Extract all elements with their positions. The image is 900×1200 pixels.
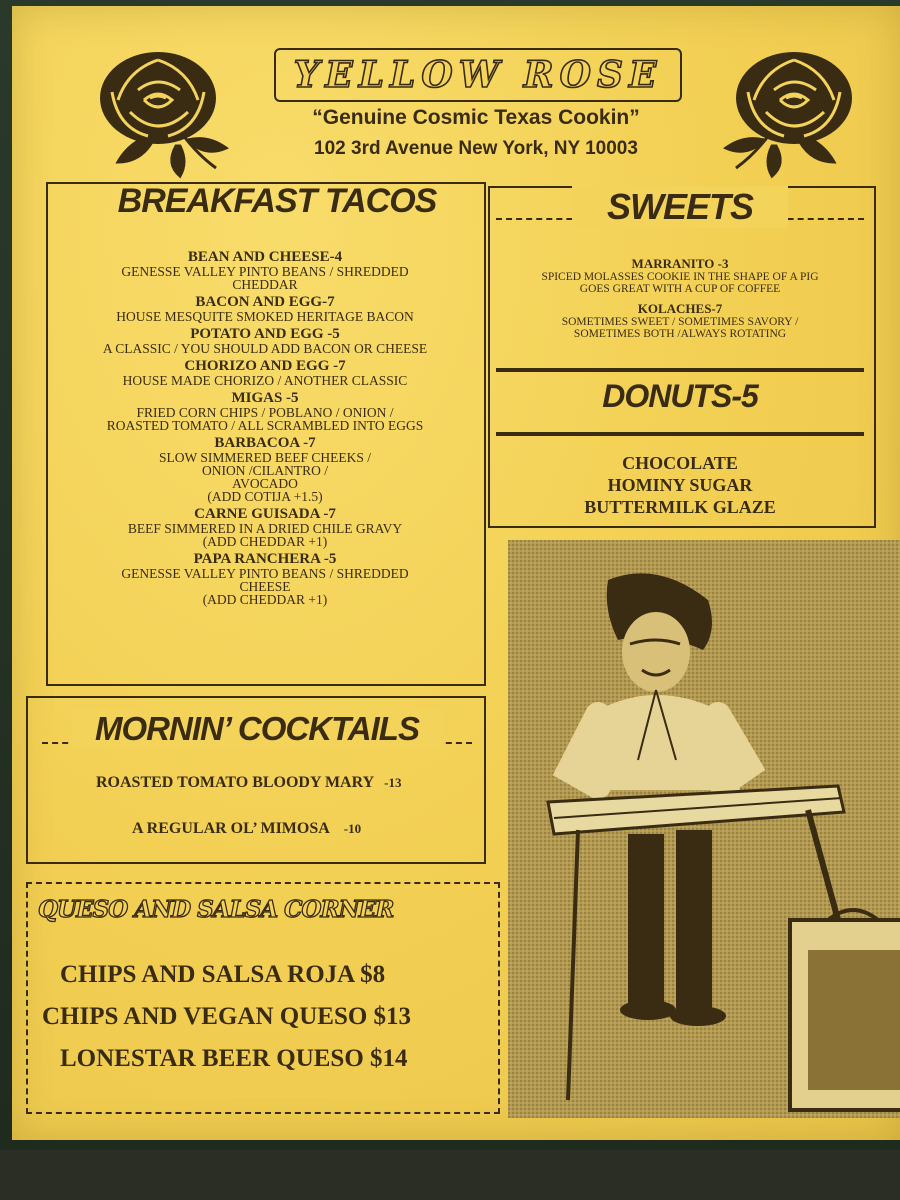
- item-name: BARBACOA -7: [214, 435, 316, 451]
- item-desc: (ADD CHEDDAR +1): [202, 534, 328, 549]
- queso-item: CHIPS AND VEGAN QUESO $13: [42, 1003, 412, 1030]
- menu-item: [60, 552, 470, 606]
- item-desc: SPICED MOLASSES COOKIE IN THE SHAPE OF A PIG: [541, 271, 819, 283]
- table-edge: [0, 1150, 900, 1200]
- item-name: BACON AND EGG-7: [195, 294, 335, 310]
- item-desc: (ADD CHEDDAR +1): [202, 592, 328, 607]
- tagline: “Genuine Cosmic Texas Cookin”: [312, 106, 640, 129]
- queso-list: [42, 962, 494, 1071]
- sweets-list: [496, 256, 864, 340]
- cocktails-title: MORNIN’ COCKTAILS: [72, 710, 442, 748]
- item-name: CHORIZO AND EGG -7: [184, 358, 346, 374]
- item-name: ROASTED TOMATO BLOODY MARY: [96, 774, 375, 791]
- rose-icon: [714, 40, 864, 180]
- divider: [496, 368, 864, 372]
- item-desc: CHEDDAR: [232, 277, 298, 292]
- sweets-title: SWEETS: [572, 186, 788, 228]
- item-desc: GENESSE VALLEY PINTO BEANS / SHREDDED: [121, 264, 409, 279]
- donuts-title: DONUTS-5: [602, 378, 758, 414]
- vintage-photo: [508, 540, 900, 1118]
- item-price: -13: [384, 775, 402, 790]
- item-desc: HOUSE MADE CHORIZO / ANOTHER CLASSIC: [122, 373, 408, 388]
- address: 102 3rd Avenue New York, NY 10003: [314, 138, 638, 159]
- breakfast-tacos-title: BREAKFAST TACOS: [117, 182, 437, 220]
- item-desc: SLOW SIMMERED BEEF CHEEKS /: [158, 450, 372, 465]
- item-desc: ONION /CILANTRO /: [202, 463, 328, 478]
- item-name: MIGAS -5: [231, 390, 299, 406]
- cocktail-item: [132, 820, 472, 838]
- item-name: BEAN AND CHEESE-4: [187, 249, 343, 265]
- item-name: MARRANITO -3: [631, 256, 729, 271]
- menu-item: [60, 295, 470, 323]
- queso-title: QUESO AND SALSA CORNER: [38, 896, 394, 923]
- donut-item: BUTTERMILK GLAZE: [584, 497, 776, 517]
- item-name: CARNE GUISADA -7: [194, 506, 336, 522]
- item-desc: SOMETIMES BOTH /ALWAYS ROTATING: [573, 328, 787, 340]
- menu-item: [60, 391, 470, 432]
- item-desc: ROASTED TOMATO / ALL SCRAMBLED INTO EGGS: [106, 418, 424, 433]
- item-desc: GENESSE VALLEY PINTO BEANS / SHREDDED: [121, 566, 409, 581]
- donuts-list: [496, 452, 864, 518]
- cowboy-boy-photo: [508, 540, 900, 1118]
- item-desc: A CLASSIC / YOU SHOULD ADD BACON OR CHEESE: [102, 341, 428, 356]
- donut-item: CHOCOLATE: [622, 453, 738, 473]
- item-desc: AVOCADO: [232, 476, 298, 491]
- breakfast-tacos-list: [60, 250, 470, 606]
- menu-item: [496, 301, 864, 340]
- menu-item: [60, 327, 470, 355]
- item-name: KOLACHES-7: [637, 301, 723, 316]
- menu-item: [496, 256, 864, 295]
- rose-icon: [88, 40, 238, 180]
- menu-item: [60, 250, 470, 291]
- item-name: PAPA RANCHERA -5: [193, 551, 337, 567]
- queso-item: CHIPS AND SALSA ROJA $8: [60, 961, 386, 988]
- menu-item: [60, 436, 470, 503]
- donut-item: HOMINY SUGAR: [607, 475, 753, 495]
- menu-item: [60, 507, 470, 548]
- item-desc: (ADD COTIJA +1.5): [207, 489, 323, 504]
- item-price: -10: [343, 821, 362, 836]
- item-desc: BEEF SIMMERED IN A DRIED CHILE GRAVY: [127, 521, 403, 536]
- item-desc: HOUSE MESQUITE SMOKED HERITAGE BACON: [116, 309, 414, 324]
- menu-page: [12, 6, 900, 1140]
- menu-item: [60, 359, 470, 387]
- item-desc: CHEESE: [239, 579, 291, 594]
- item-desc: GOES GREAT WITH A CUP OF COFFEE: [579, 283, 781, 295]
- item-name: POTATO AND EGG -5: [190, 326, 340, 342]
- item-name: A REGULAR OL’ MIMOSA: [132, 820, 330, 837]
- divider: [496, 432, 864, 436]
- item-desc: SOMETIMES SWEET / SOMETIMES SAVORY /: [561, 316, 799, 328]
- item-desc: FRIED CORN CHIPS / POBLANO / ONION /: [136, 405, 394, 420]
- cocktail-item: [96, 774, 476, 792]
- restaurant-name-plate: [274, 48, 682, 102]
- restaurant-name: YELLOW ROSE: [293, 54, 663, 96]
- queso-item: LONESTAR BEER QUESO $14: [60, 1045, 408, 1072]
